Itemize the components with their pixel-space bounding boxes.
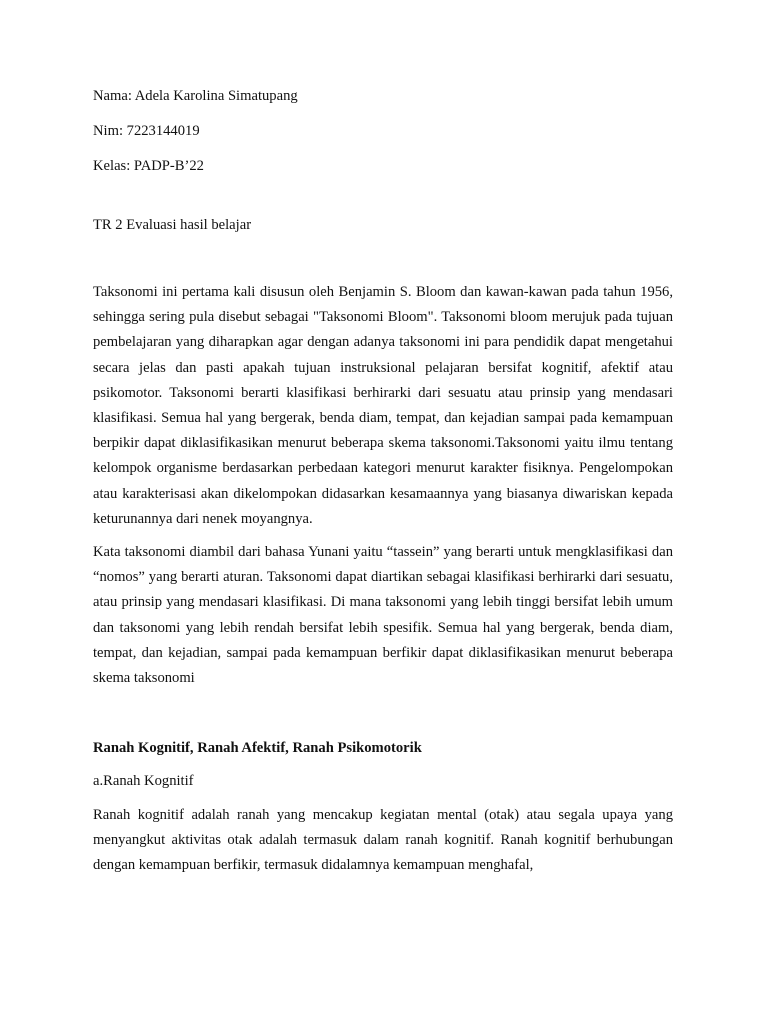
section-heading: Ranah Kognitif, Ranah Afektif, Ranah Psikomotorik: [93, 740, 422, 757]
student-class: Kelas: PADP-B’22: [93, 157, 204, 174]
student-name: Nama: Adela Karolina Simatupang: [93, 88, 298, 104]
paragraph-taksonomi-bloom: Taksonomi ini pertama kali disusun oleh Benjamin S. Bloom dan kawan-kawan pada tahun 1956, sehingga sering pula disebut sebagai "Taksonomi Bloom". Taksonomi bloom merujuk pada tujuan pembelajaran yang diharapkan agar dengan adanya taksonomi ini para pendidik dapat mengetahui secara jelas dan pasti apakah tujuan instruksional pelajaran bersifat kognitif, afektif atau psikomotor. Taksonomi berarti klasifikasi berhirarki dari sesuatu atau prinsip yang mendasari klasifikasi. Semua hal yang bergerak, benda diam, tempat, dan kejadian sampai pada kemampuan berpikir dapat diklasifikasikan menurut beberapa skema taksonomi.Taksonomi yaitu ilmu tentang kelompok organisme berdasarkan perbedaan kategori menurut karakter fisiknya. Pengelompokan atau karakterisasi akan dikelompokan didasarkan kesamaannya yang biasanya diwariskan kepada keturunannya dari nenek moyangnya.: [93, 284, 673, 527]
paragraph-ranah-kognitif: Ranah kognitif adalah ranah yang mencakup kegiatan mental (otak) atau segala upaya yang menyangkut aktivitas otak adalah termasuk dalam ranah kognitif. Ranah kognitif berhubungan dengan kemampuan berfikir, termasuk didalamnya kemampuan menghafal,: [93, 806, 673, 874]
document-title: TR 2 Evaluasi hasil belajar: [93, 216, 252, 233]
paragraph-asal-kata: Kata taksonomi diambil dari bahasa Yunani yaitu “tassein” yang berarti untuk mengklasifikasi dan “nomos” yang berarti aturan. Taksonomi dapat diartikan sebagai klasifikasi berhirarki dari sesuatu, atau prinsip yang mendasari klasifikasi. Di mana taksonomi yang lebih tinggi bersifat lebih umum dan taksonomi yang lebih rendah bersifat lebih spesifik. Semua hal yang bergerak, benda diam, tempat, dan kejadian, sampai pada kemampuan berfikir dapat diklasifikasikan menurut beberapa skema taksonomi: [93, 544, 673, 687]
student-nim: Nim: 7223144019: [93, 122, 200, 139]
document-body: [93, 84, 673, 878]
sub-heading-kognitif: a.Ranah Kognitif: [93, 773, 194, 790]
